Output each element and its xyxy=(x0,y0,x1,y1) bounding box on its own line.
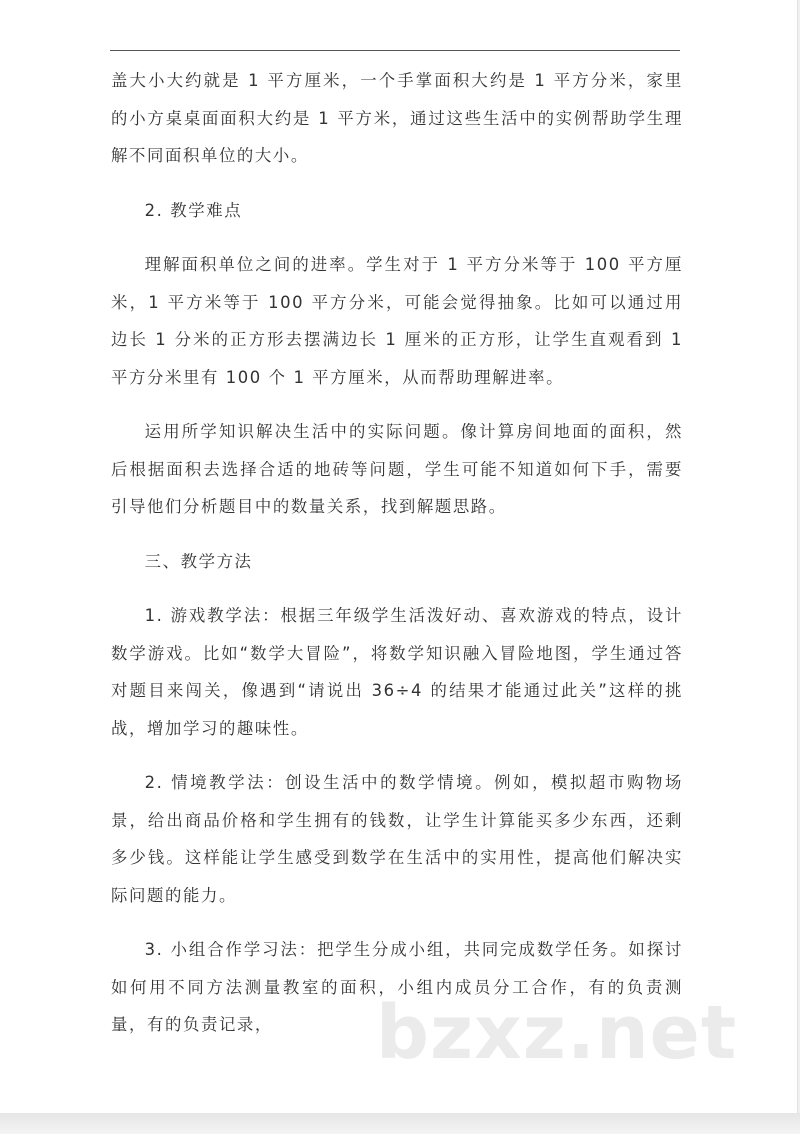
paragraph-gap xyxy=(111,747,683,764)
paragraph-game-method: 1. 游戏教学法：根据三年级学生活泼好动、喜欢游戏的特点，设计数学游戏。比如“数学大冒险”，将数学知识融入冒险地图，学生通过答对题目来闯关，像遇到“请说出 36÷4 的结果才能通过此关”这样的挑战，增加学习的趣味性。 xyxy=(111,606,683,738)
document-body xyxy=(111,62,683,1044)
paragraph-real-problems: 运用所学知识解决生活中的实际问题。像计算房间地面的面积，然后根据面积去选择合适的地砖等问题，学生可能不知道如何下手，需要引导他们分析题目中的数量关系，找到解题思路。 xyxy=(111,422,683,516)
heading-teaching-methods: 三、教学方法 xyxy=(144,551,253,571)
paragraph-situation-method: 2. 情境教学法：创设生活中的数学情境。例如，模拟超市购物场景，给出商品价格和学生拥有的钱数，让学生计算能买多少东西，还剩多少钱。这样能让学生感受到数学在生活中的实用性，提高他们解决实际问题的能力。 xyxy=(111,773,683,905)
paragraph-gap xyxy=(111,229,683,246)
paragraph-gap xyxy=(111,175,683,192)
paragraph-gap xyxy=(111,526,683,543)
watermark: bzxz.net xyxy=(376,990,738,1076)
page-separator xyxy=(0,1113,800,1134)
header-rule xyxy=(110,50,680,51)
paragraph-gap xyxy=(111,396,683,413)
paragraph-gap xyxy=(111,914,683,931)
heading-teaching-difficulty: 2. 教学难点 xyxy=(144,200,243,220)
paragraph-group-method: 3. 小组合作学习法：把学生分成小组，共同完成数学任务。如探讨如何用不同方法测量教室的面积，小组内成员分工合作，有的负责测量，有的负责记录， xyxy=(111,940,683,1034)
paragraph-area-examples: 盖大小大约就是 1 平方厘米，一个手掌面积大约是 1 平方分米，家里的小方桌桌面面积大约是 1 平方米，通过这些生活中的实例帮助学生理解不同面积单位的大小。 xyxy=(111,71,683,165)
paragraph-unit-conversion: 理解面积单位之间的进率。学生对于 1 平方分米等于 100 平方厘米，1 平方米等于 100 平方分米，可能会觉得抽象。比如可以通过用边长 1 分米的正方形去摆满边长 1 厘米的正方形，让学生直观看到 1 平方分米里有 100 个 1 平方厘米，从而帮助理解进率。 xyxy=(111,255,683,387)
paragraph-gap xyxy=(111,580,683,597)
